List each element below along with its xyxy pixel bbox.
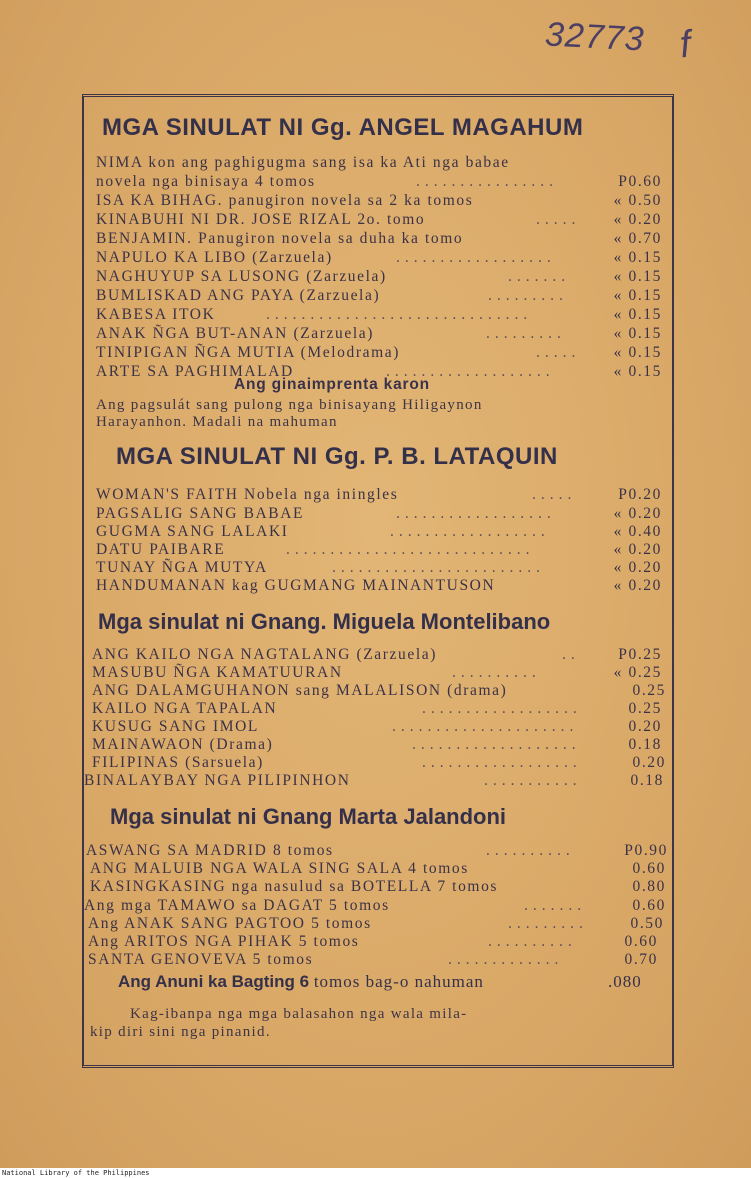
list-item: ISA KA BIHAG. panugiron novela sa 2 ka tomos « 0.50 <box>96 192 662 209</box>
note-line: Ang pagsulát sang pulong nga binisayang Hiligaynon <box>96 397 483 413</box>
list-item: ANG MALUIB NGA WALA SING SALA 4 tomos 0.60 <box>90 860 666 877</box>
footer-credit: National Library of the Philippines <box>2 1169 150 1177</box>
note-line: Harayanhon. Madali na mahuman <box>96 414 338 430</box>
list-item: KASINGKASING nga nasulud sa BOTELLA 7 tomos 0.80 <box>90 878 666 895</box>
list-item: MAINAWAON (Drama) ................... 0.18 <box>92 736 662 753</box>
list-item: ANG DALAMGUHANON sang MALALISON (drama) 0.25 <box>92 682 666 699</box>
list-item: ANAK ÑGA BUT-ANAN (Zarzuela) ......... « 0.15 <box>96 325 662 342</box>
section-title-jalandoni: Mga sinulat ni Gnang Marta Jalandoni <box>110 804 507 829</box>
list-item: MASUBU ÑGA KAMATUURAN .......... « 0.25 <box>92 664 662 681</box>
list-item: NAGHUYUP SA LUSONG (Zarzuela) ....... « 0.15 <box>96 268 662 285</box>
list-item: ASWANG SA MADRID 8 tomos .......... P0.90 <box>86 842 668 859</box>
list-item: SANTA GENOVEVA 5 tomos ............. 0.70 <box>88 951 658 968</box>
list-item: TINIPIGAN ÑGA MUTIA (Melodrama) ..... « 0.15 <box>96 344 662 361</box>
list-item: Ang ARITOS NGA PIHAK 5 tomos .......... 0.60 <box>88 933 658 950</box>
list-item: Ang mga TAMAWO sa DAGAT 5 tomos ....... 0.60 <box>84 897 666 914</box>
list-item: BUMLISKAD ANG PAYA (Zarzuela) ......... « 0.15 <box>96 287 662 304</box>
list-item: KAILO NGA TAPALAN .................. 0.25 <box>92 700 662 717</box>
list-item: NIMA kon ang paghigugma sang isa ka Ati nga babae <box>96 154 510 171</box>
catalog-suffix: f <box>677 23 694 67</box>
note-line: Kag-ibanpa nga mga balasahon nga wala mila- <box>130 1006 468 1022</box>
list-item: TUNAY ÑGA MUTYA ........................ « 0.20 <box>96 559 662 576</box>
list-item: KUSUG SANG IMOL ..................... 0.20 <box>92 718 662 735</box>
list-item: novela nga binisaya 4 tomos ................ P0.60 <box>96 173 662 190</box>
section-title-montelibano: Mga sinulat ni Gnang. Miguela Montelibano <box>98 609 551 634</box>
list-item: DATU PAIBARE ............................ « 0.20 <box>96 541 662 558</box>
list-item: BINALAYBAY NGA PILIPINHON ........... 0.18 <box>84 772 664 789</box>
featured-item-price: .080 <box>608 972 642 991</box>
list-item: KINABUHI NI DR. JOSE RIZAL 2o. tomo ..... « 0.20 <box>96 211 662 228</box>
list-item: Ang ANAK SANG PAGTOO 5 tomos ......... 0.50 <box>88 915 664 932</box>
note-line: kip diri sini nga pinanid. <box>90 1024 271 1040</box>
list-item: BENJAMIN. Panugiron novela sa duha ka tomo « 0.70 <box>96 230 662 247</box>
catalog-number: 32773 <box>544 15 646 59</box>
list-item: KABESA ITOK .............................. « 0.15 <box>96 306 662 323</box>
section-title-lataquin: MGA SINULAT NI Gg. P. B. LATAQUIN <box>116 443 558 470</box>
list-item: HANDUMANAN kag GUGMANG MAINANTUSON « 0.20 <box>96 577 662 594</box>
list-item: FILIPINAS (Sarsuela) .................. 0.20 <box>92 754 666 771</box>
list-item: WOMAN'S FAITH Nobela nga iningles ..... P0.20 <box>96 486 662 503</box>
list-item: PAGSALIG SANG BABAE .................. « 0.20 <box>96 505 662 522</box>
list-item: GUGMA SANG LALAKI .................. « 0.40 <box>96 523 662 540</box>
featured-item: Ang Anuni ka Bagting 6 tomos bag-o nahuman <box>118 972 484 991</box>
list-item: ANG KAILO NGA NAGTALANG (Zarzuela) .. P0.25 <box>92 646 662 663</box>
subheading: Ang ginaimprenta karon <box>234 376 430 393</box>
list-item: NAPULO KA LIBO (Zarzuela) .................. « 0.15 <box>96 249 662 266</box>
section-title-magahum: MGA SINULAT NI Gg. ANGEL MAGAHUM <box>102 114 584 141</box>
list-item: ARTE SA PAGHIMALAD ................... « 0.15 <box>96 363 662 380</box>
